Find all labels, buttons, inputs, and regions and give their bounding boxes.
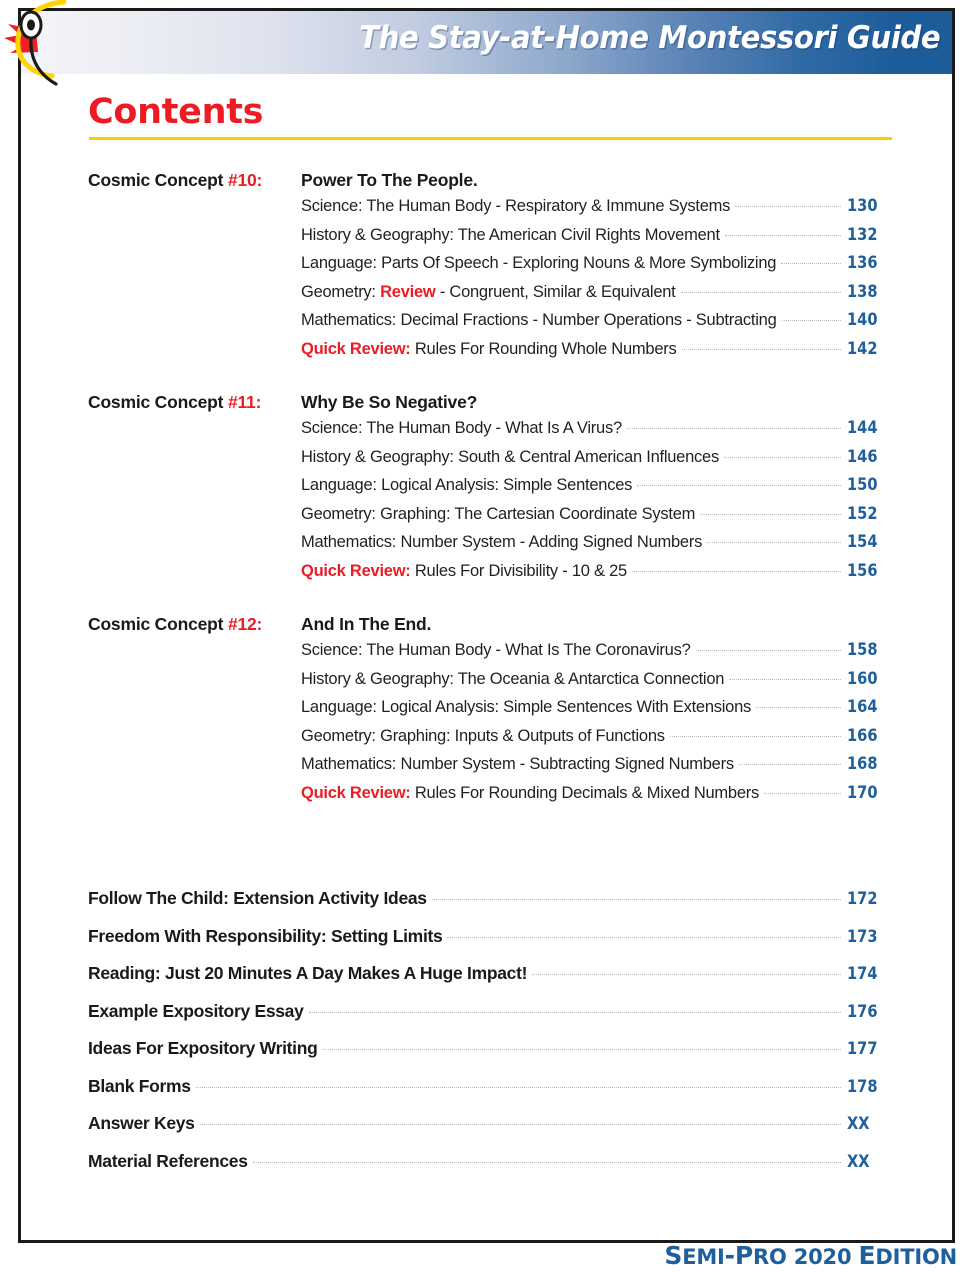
entry-page-number: 160	[847, 668, 878, 689]
leader-dots	[637, 484, 841, 486]
concept-block	[88, 614, 893, 811]
quick-review-label: Quick Review:	[301, 561, 411, 580]
leader-dots	[447, 936, 841, 938]
entry-label: History & Geography: The Oceania & Antarctica Connection	[301, 669, 725, 688]
concept-label-prefix: Cosmic Concept	[88, 170, 228, 190]
entry-page-number: 154	[847, 532, 878, 552]
toc-entry-quick-review[interactable]	[88, 339, 893, 368]
leader-dots	[432, 898, 841, 900]
toc-entry[interactable]	[88, 669, 893, 698]
back-matter-entry[interactable]	[88, 926, 893, 964]
entry-label: Mathematics: Number System - Subtracting Signed Numbers	[301, 755, 734, 773]
entry-page-number: 158	[847, 640, 878, 660]
concept-label	[88, 170, 301, 191]
entry-label: Answer Keys	[88, 1113, 195, 1133]
entry-label-post: Rules For Rounding Whole Numbers	[410, 339, 677, 358]
footer-emi: EMI	[682, 1245, 725, 1269]
entry-label: Freedom With Responsibility: Setting Limits	[88, 925, 443, 946]
back-matter-entry[interactable]	[88, 1113, 893, 1151]
footer-dition: DITION	[875, 1245, 957, 1269]
entry-label-pre: Geometry:	[301, 282, 381, 301]
contents-heading: Contents	[88, 92, 264, 132]
leader-dots	[632, 570, 841, 572]
leader-dots	[696, 649, 842, 651]
entry-page-number: 150	[847, 475, 878, 495]
concept-label-number: #10:	[227, 170, 263, 190]
concept-label-number: #11:	[227, 392, 262, 412]
toc-entry-quick-review[interactable]	[88, 783, 893, 812]
footer-dash-p: -P	[724, 1241, 753, 1270]
entry-page-number: 172	[847, 889, 878, 909]
entry-label: Science: The Human Body - Respiratory & Immune Systems	[301, 197, 731, 215]
concept-title: Why Be So Negative?	[301, 392, 478, 412]
concept-title: And In The End.	[301, 614, 432, 634]
leader-dots	[532, 973, 841, 975]
entry-label: Mathematics: Number System - Adding Signed Numbers	[301, 533, 703, 551]
concept-label-prefix: Cosmic Concept	[88, 392, 228, 412]
entry-label: Mathematics: Decimal Fractions - Number Operations - Subtracting	[301, 311, 777, 329]
heading-divider	[89, 137, 892, 140]
leader-dots	[707, 541, 841, 543]
entry-label: Science: The Human Body - What Is A Virus?	[301, 419, 622, 437]
entry-label: Language: Parts Of Speech - Exploring Nouns & More Symbolizing	[301, 254, 777, 272]
entry-page-number: 144	[847, 418, 878, 438]
footer-e: E	[858, 1241, 876, 1270]
entry-page-number: 166	[847, 725, 878, 746]
entry-page-number: 152	[847, 503, 878, 524]
leader-dots	[323, 1048, 841, 1050]
entry-page-number: 136	[847, 253, 878, 273]
concept-heading	[88, 170, 893, 196]
entry-label-post: Rules For Rounding Decimals & Mixed Numbers	[410, 783, 760, 802]
entry-label: Geometry: Graphing: Inputs & Outputs of Functions	[301, 726, 665, 745]
leader-dots	[253, 1161, 841, 1163]
concept-label-prefix: Cosmic Concept	[88, 614, 228, 634]
footer-year: 2020	[786, 1245, 859, 1269]
toc-entry[interactable]	[88, 447, 893, 476]
toc-entry[interactable]	[88, 726, 893, 755]
toc-entry[interactable]	[88, 504, 893, 533]
leader-dots	[725, 234, 841, 236]
footer-s: S	[664, 1241, 683, 1270]
leader-dots	[670, 735, 841, 737]
back-matter-entry[interactable]	[88, 963, 893, 1001]
concept-label-number: #12:	[227, 614, 263, 634]
leader-dots	[309, 1011, 841, 1013]
footer-ro: RO	[752, 1245, 787, 1269]
entry-label-accent: Review	[380, 282, 436, 301]
entry-label: Language: Logical Analysis: Simple Sentences With Extensions	[301, 698, 752, 716]
entry-page-number: 177	[847, 1039, 878, 1059]
toc-entry[interactable]	[88, 697, 893, 726]
back-matter-entry[interactable]	[88, 1038, 893, 1076]
leader-dots	[735, 205, 841, 207]
entry-label	[301, 784, 759, 803]
leader-dots	[782, 319, 841, 321]
toc-entry[interactable]	[88, 282, 893, 311]
toc-entry[interactable]	[88, 754, 893, 783]
toc-entry[interactable]	[88, 640, 893, 669]
entry-label	[301, 340, 677, 359]
concept-block	[88, 170, 893, 367]
back-matter-entry[interactable]	[88, 1001, 893, 1039]
concept-title: Power To The People.	[301, 170, 478, 190]
leader-dots	[729, 678, 841, 680]
entry-page-number: 173	[847, 926, 878, 947]
entry-page-number: 140	[847, 310, 878, 330]
entry-page-number: 142	[847, 338, 878, 359]
table-of-contents	[88, 170, 893, 836]
back-matter-list	[88, 888, 893, 1188]
back-matter-entry[interactable]	[88, 1076, 893, 1114]
toc-entry[interactable]	[88, 196, 893, 225]
entry-page-number: 168	[847, 754, 878, 774]
concept-heading	[88, 392, 893, 418]
entry-page-number: 178	[847, 1076, 878, 1097]
entry-page-number: XX	[847, 1151, 870, 1172]
entry-page-number: 138	[847, 281, 878, 302]
entry-label: Material References	[88, 1150, 248, 1171]
entry-page-number: 146	[847, 446, 878, 467]
concept-label	[88, 392, 301, 413]
footer-edition-label	[664, 1241, 957, 1270]
leader-dots	[724, 456, 841, 458]
concept-heading	[88, 614, 893, 640]
entry-label: Geometry: Graphing: The Cartesian Coordinate System	[301, 504, 696, 523]
toc-entry-quick-review[interactable]	[88, 561, 893, 590]
concept-block	[88, 392, 893, 589]
toc-entry[interactable]	[88, 253, 893, 282]
entry-page-number: 174	[847, 964, 878, 984]
entry-page-number: 170	[847, 782, 878, 803]
entry-label	[301, 562, 627, 581]
leader-dots	[681, 291, 841, 293]
entry-label: Science: The Human Body - What Is The Coronavirus?	[301, 641, 691, 659]
quick-review-label: Quick Review:	[301, 783, 411, 802]
toc-entry[interactable]	[88, 418, 893, 447]
entry-label-post: Rules For Divisibility - 10 & 25	[410, 561, 627, 580]
leader-dots	[781, 262, 841, 264]
leader-dots	[682, 348, 842, 350]
entry-page-number: 156	[847, 560, 878, 581]
leader-dots	[764, 792, 841, 794]
quick-review-label: Quick Review:	[301, 339, 411, 358]
entry-label: Follow The Child: Extension Activity Ideas	[88, 888, 427, 908]
leader-dots	[627, 427, 841, 429]
leader-dots	[700, 513, 841, 515]
entry-label: Language: Logical Analysis: Simple Sentences	[301, 476, 633, 494]
entry-label-post: - Congruent, Similar & Equivalent	[435, 282, 676, 301]
entry-label: History & Geography: The American Civil Rights Movement	[301, 225, 720, 244]
entry-label	[301, 283, 676, 302]
page-title: The Stay-at-Home Montessori Guide	[358, 20, 940, 56]
toc-entry[interactable]	[88, 532, 893, 561]
toc-entry[interactable]	[88, 475, 893, 504]
entry-page-number: XX	[847, 1114, 870, 1134]
entry-page-number: 164	[847, 697, 878, 717]
entry-label: Reading: Just 20 Minutes A Day Makes A Huge Impact!	[88, 963, 528, 983]
toc-entry[interactable]	[88, 225, 893, 254]
entry-label: History & Geography: South & Central American Influences	[301, 447, 719, 466]
entry-page-number: 176	[847, 1001, 878, 1022]
header-banner	[21, 11, 952, 74]
back-matter-entry[interactable]	[88, 1151, 893, 1189]
concept-label	[88, 614, 301, 635]
leader-dots	[200, 1123, 841, 1125]
entry-page-number: 132	[847, 224, 878, 245]
entry-page-number: 130	[847, 196, 878, 216]
back-matter-entry[interactable]	[88, 888, 893, 926]
leader-dots	[756, 706, 841, 708]
leader-dots	[739, 763, 841, 765]
entry-label: Blank Forms	[88, 1075, 191, 1096]
entry-label: Ideas For Expository Writing	[88, 1038, 318, 1058]
toc-entry[interactable]	[88, 310, 893, 339]
entry-label: Example Expository Essay	[88, 1000, 304, 1021]
leader-dots	[196, 1086, 841, 1088]
